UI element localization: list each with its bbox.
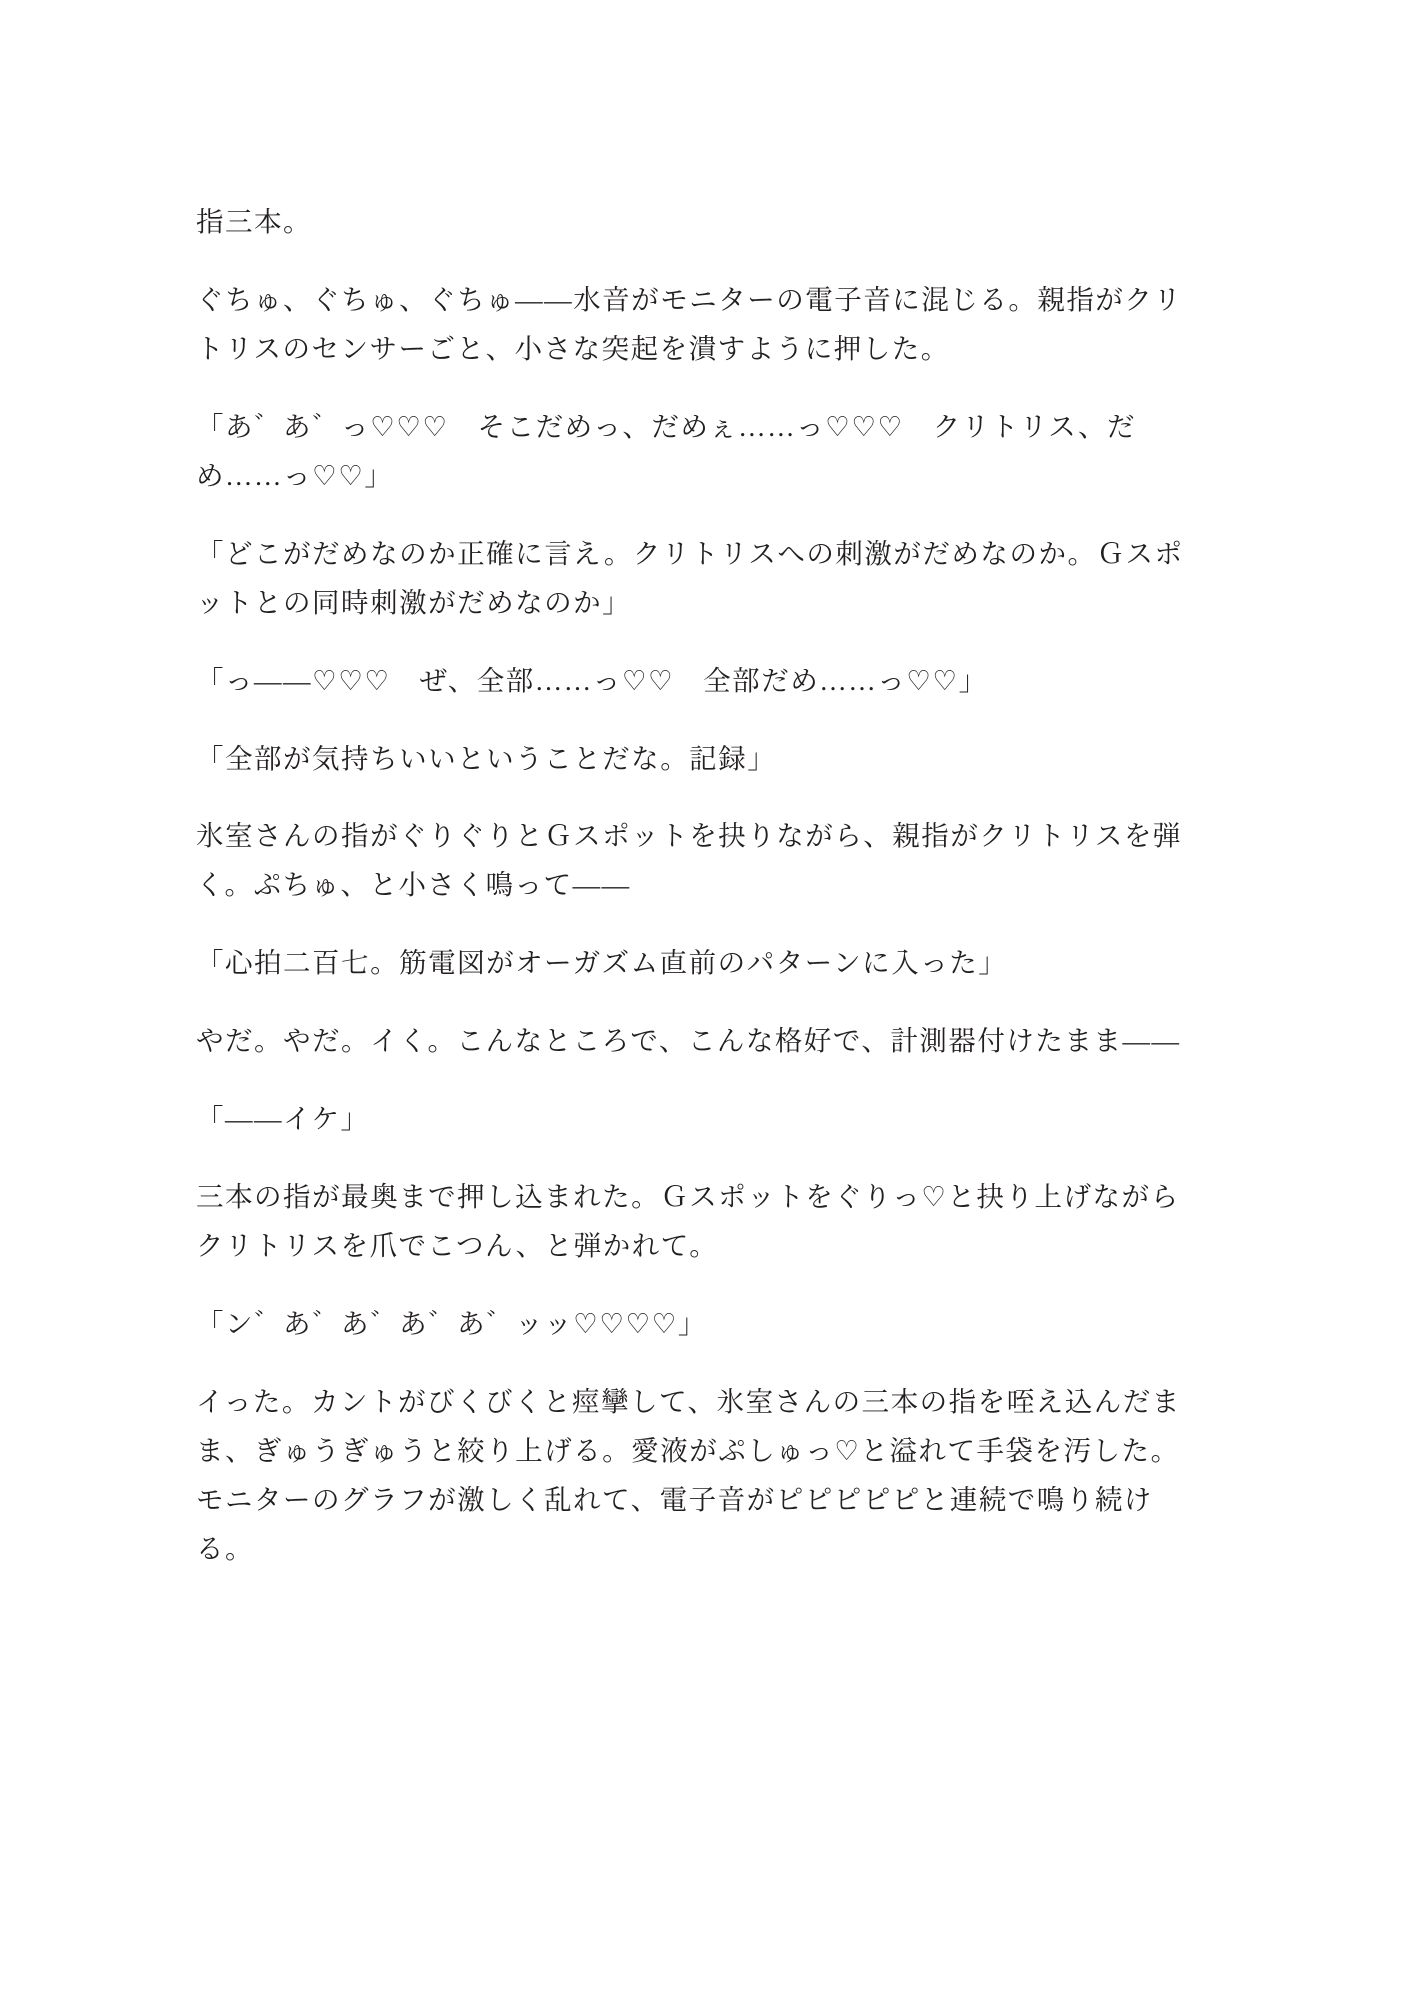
paragraph: イった。カントがびくびくと痙攣して、氷室さんの三本の指を咥え込んだまま、ぎゅうぎゅうと絞り上げる。愛液がぷしゅっ♡と溢れて手袋を汚した。モニターのグラフが激しく乱れて、電子音がピピピピピと連続で鳴り続ける。 xyxy=(196,1385,1181,1564)
paragraph: 「心拍二百七。筋電図がオーガズム直前のパターンに入った」 xyxy=(196,947,1008,979)
paragraph: 三本の指が最奥まで押し込まれた。Ｇスポットをぐりっ♡と抉り上げながらクリトリスを爪でこつん、と弾かれて。 xyxy=(196,1181,1180,1262)
paragraph: 「全部が気持ちいいということだな。記録」 xyxy=(196,742,777,774)
paragraph: 指三本。 xyxy=(196,206,313,237)
paragraph: 「っ——♡♡♡ ぜ、全部……っ♡♡ 全部だめ……っ♡♡」 xyxy=(196,664,988,696)
body-text-column xyxy=(196,198,1196,1574)
paragraph: 「どこがだめなのか正確に言え。クリトリスへの刺激がだめなのか。Ｇスポットとの同時刺激がだめなのか」 xyxy=(196,537,1184,618)
paragraph: やだ。やだ。イく。こんなところで、こんな格好で、計測器付けたまま—— xyxy=(196,1025,1181,1057)
paragraph: 「あ゛あ゛っ♡♡♡ そこだめっ、だめぇ……っ♡♡♡ クリトリス、だめ……っ♡♡」 xyxy=(196,410,1137,491)
paragraph: ぐちゅ、ぐちゅ、ぐちゅ——水音がモニターの電子音に混じる。親指がクリトリスのセンサーごと、小さな突起を潰すように押した。 xyxy=(196,283,1183,364)
paragraph: 氷室さんの指がぐりぐりとＧスポットを抉りながら、親指がクリトリスを弾く。ぷちゅ、と小さく鳴って—— xyxy=(196,820,1182,901)
paragraph: 「——イケ」 xyxy=(196,1103,370,1135)
paragraph: 「ン゛あ゛あ゛あ゛あ゛ッッ♡♡♡♡」 xyxy=(196,1308,707,1339)
